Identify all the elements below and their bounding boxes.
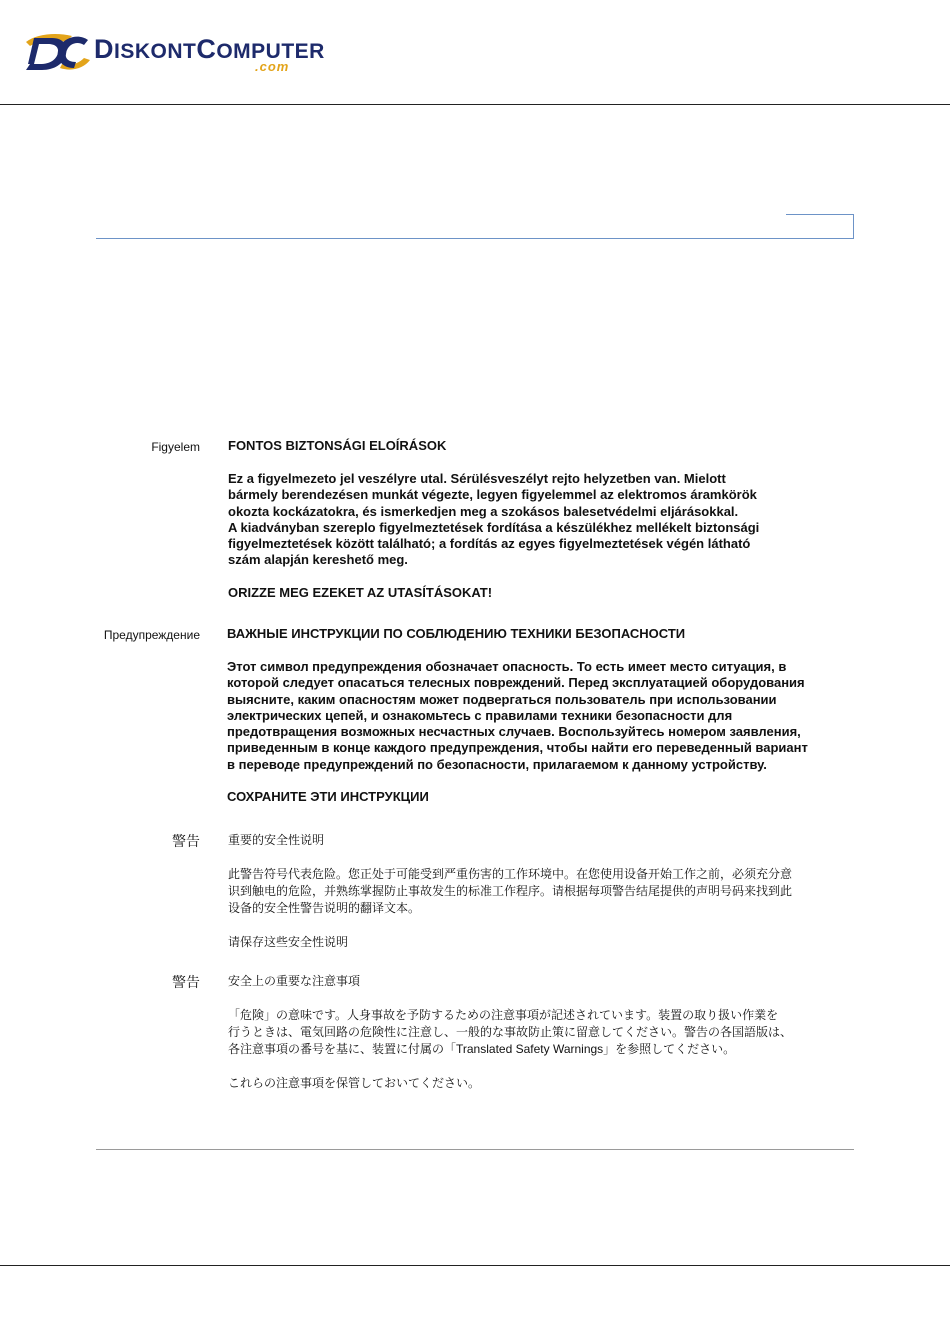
section-paragraph bbox=[227, 659, 837, 773]
paragraph-line: 行うときは、電気回路の危険性に注意し、一般的な事故防止策に留意してください。警告の各国語版は、 bbox=[228, 1025, 793, 1039]
dc-logo-mark-icon bbox=[22, 28, 92, 74]
section-heading: 安全上の重要な注意事項 bbox=[228, 974, 361, 988]
paragraph-line: приведенным в конце каждого предупреждения, чтобы найти его переведенный вариант bbox=[227, 740, 808, 756]
section-body bbox=[228, 831, 838, 950]
section-body bbox=[227, 626, 837, 804]
section-save-instruction: これらの注意事項を保管しておいてください。 bbox=[228, 1076, 481, 1090]
section-label: Предупреждение bbox=[103, 628, 200, 642]
paragraph-line: Этот символ предупреждения обозначает опасность. То есть имеет место ситуация, в bbox=[227, 659, 787, 674]
blue-divider-tab bbox=[786, 214, 854, 239]
logo-domain: .com bbox=[255, 59, 290, 74]
gray-divider bbox=[96, 1149, 854, 1150]
section-heading: FONTOS BIZTONSÁGI ELOÍRÁSOK bbox=[228, 438, 447, 453]
paragraph-line: 识到触电的危险，并熟练掌握防止事故发生的标准工作程序。请根据每项警告结尾提供的声明号码来找到此 bbox=[228, 884, 793, 898]
paragraph-line: предотвращения возможных несчастных случаев. Воспользуйтесь номером заявления, bbox=[227, 724, 801, 740]
paragraph-line: в переводе предупреждений по безопасности, прилагаемом к данному устройству. bbox=[227, 756, 767, 772]
diskont-computer-logo bbox=[22, 28, 362, 78]
paragraph-line: которой следует опасаться телесных повреждений. Перед эксплуатацией оборудования bbox=[227, 675, 805, 691]
section-label: 警告 bbox=[172, 974, 200, 990]
section-paragraph bbox=[228, 866, 838, 917]
paragraph-line: выясните, каким опасностям может подвергаться пользователь при использовании bbox=[227, 691, 777, 707]
section-body bbox=[228, 972, 838, 1091]
section-body bbox=[228, 438, 838, 600]
paragraph-line: okozta kockázatokra, és ismerkedjen meg a szokásos balesetvédelmi eljárásokkal. bbox=[228, 503, 739, 519]
paragraph-line: электрических цепей, и ознакомьтесь с правилами техники безопасности для bbox=[227, 707, 733, 723]
page-header bbox=[0, 0, 950, 105]
footer-divider bbox=[0, 1265, 950, 1266]
paragraph-line: A kiadványban szereplo figyelmeztetések fordítása a készülékhez mellékelt biztonsági bbox=[228, 519, 760, 535]
section-save-instruction: ORIZZE MEG EZEKET AZ UTASÍTÁSOKAT! bbox=[228, 584, 493, 600]
section-label: Figyelem bbox=[151, 440, 200, 454]
paragraph-line: 各注意事項の番号を基に、装置に付属の「Translated Safety Warnings」を参照してください。 bbox=[228, 1042, 736, 1056]
section-save-instruction: 请保存这些安全性说明 bbox=[228, 935, 349, 949]
section-paragraph bbox=[228, 1007, 838, 1058]
paragraph-line: bármely berendezésen munkát végezte, legyen figyelemmel az elektromos áramkörök bbox=[228, 487, 757, 503]
section-save-instruction: СОХРАНИТЕ ЭТИ ИНСТРУКЦИИ bbox=[227, 789, 429, 805]
paragraph-line: szám alapján kereshető meg. bbox=[228, 552, 408, 568]
blue-divider bbox=[96, 238, 854, 239]
paragraph-line: figyelmeztetések között található; a fordítás az egyes figyelmeztetések végén látható bbox=[228, 536, 751, 552]
paragraph-line: 设备的安全性警告说明的翻译文本。 bbox=[228, 901, 421, 915]
paragraph-line: 「危険」の意味です。人身事故を予防するための注意事項が記述されています。装置の取り扱い作業を bbox=[228, 1008, 779, 1022]
paragraph-line: 此警告符号代表危险。您正处于可能受到严重伤害的工作环境中。在您使用设备开始工作之前，必须充分意 bbox=[228, 867, 793, 881]
section-label: 警告 bbox=[172, 833, 200, 849]
paragraph-line: Ez a figyelmezeto jel veszélyre utal. Sérülésveszélyt rejto helyzetben van. Mielott bbox=[228, 471, 726, 486]
section-heading: ВАЖНЫЕ ИНСТРУКЦИИ ПО СОБЛЮДЕНИЮ ТЕХНИКИ БЕЗОПАСНОСТИ bbox=[227, 626, 686, 641]
logo-wordmark: DISKONTCOMPUTER bbox=[94, 34, 325, 64]
section-heading: 重要的安全性说明 bbox=[228, 833, 325, 847]
section-paragraph bbox=[228, 471, 838, 569]
